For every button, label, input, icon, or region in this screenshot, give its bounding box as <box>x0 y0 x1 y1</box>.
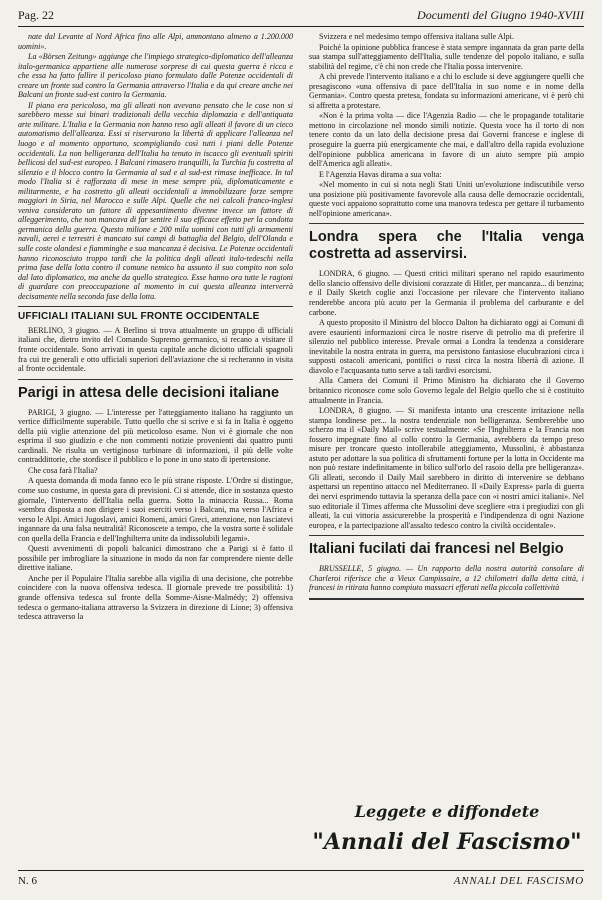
paragraph: A chi prevede l'intervento italiano e a chi lo esclude si deve aggiungere quelli che presagiscono «una offensiva di pace dell'Italia in suo nome e in nome della Germania». Contro questa pretesa, fondata su informazioni americane, vi è però chi si affretta a protestare. <box>309 72 584 110</box>
paragraph: LONDRA, 8 giugno. — Si manifesta intanto una crescente irritazione nella stampa londinese per... la nostra tendenziale non belligeranza. Sembrerebbe uno scherzo ma il «Daily Mail» scrive testualmente: «Se l'Inghilterra e la Francia non fossero impegnate fino al collo contro la Germania, avrebbero da tempo preso misure per troncare questo intollerabile atteggiamento, Mussolini, è abbastanza astuto per adottare la sua politica di sfruttamenti fortune per la lotta in Occidente ma non può restare indefinitamente in bilico sull'orlo del rasoio della pre belligeranza». Gli alleati, secondo il Daily Mail sarebbero in diritto di intervenire se debbano aspettarsi un repentino attacco nel Mediterraneo. Il «Daily Express» parla di guerra dei nervi esprimendo tuttavia la speranza della pace con «i nostri amici italiani». Nel suo editoriale il Times afferma che Mussolini deve scegliere «tra i pregiudizi con gli alleati, la cui vittoria assicurerebbe la prosperità e l'indipendenza di ogni Nazione europea, e la partecipazione all'assalto tedesco contro la civiltà occidentale». <box>309 406 584 530</box>
paragraph: Alla Camera dei Comuni il Primo Ministro ha dichiarato che il Governo britannico riconosce come solo Governo legale del Belgio quello che si è costituito attualmente in Francia. <box>309 376 584 405</box>
paragraph: Che cosa farà l'Italia? <box>28 465 98 475</box>
paragraph: A questo proposito il Ministro del blocco Dalton ha dichiarato oggi ai Comuni di avere esaurienti informazioni circa le nostre riserve di petrolio ma di preferire il silenzio nel pubblico interesse. Prevale ormai a Londra la tendenza a considerare inevitabile la nostra entrata in guerra, ma persistono fantasiose elucubrazioni circa i supposti ostacoli americani, pontifici o russi circa la nostra libertà di azione. Il diavolo e l'acquasanta tutto serve a tali tardivi esorcismi. <box>309 318 584 375</box>
running-title: Documenti del Giugno 1940-XVIII <box>417 8 584 22</box>
left-column <box>18 32 293 623</box>
divider <box>309 598 584 600</box>
paragraph: A questa domanda di moda fanno eco le più strane risposte. L'Ordre si distingue, come suo costume, in questa gara di previsioni. Ci si attende, dice in sostanza questo giornale, l'intervento dell'Italia nella guerra. Sotto la minaccia Russa... Roma «sembra disposta a non dirigere i suoi eserciti verso i Balcani, ma verso l'Africa e verso le Alpi. Amici Jugoslavi, amici Romeni, amici Greci, attenzione, non lasciatevi ingannare da una falsa neutralità! Riconoscete a tempo, che la vostra sorte è solidale con quella della Francia e dell'Inghilterra unite da indissolubili legami». <box>18 476 293 543</box>
advert-line-2: "Annali del Fascismo" <box>312 829 582 855</box>
page-footer <box>18 870 584 891</box>
paragraph: Il piano era pericoloso, ma gli alleati non avevano pensato che le cose non si sarebbero messe sui binari tradizionali della vecchia diplomazia e dell'antiquata arte militare. L'Italia e la Germania non hanno reso agli alleati il favore di un cieco automatismo dell'alleanza. Essi si riservarono la libertà di applicare l'alleanza nel luogo e al momento opportuno, scompigliando così tutti i piani delle Potenze occidentali. La non belligeranza dell'Italia ha tenuto in iscacco gli eventuali spiriti bellicosi del sud-est europeo. I Balcani rimasero tranquilli, la Turchia fu costretta al silenzio e il blocco contro la Germania al sud e al sud-est rimase inefficace. In tal modo l'Italia si è rafforzata di mese in mese sempre più, diplomaticamente e militarmente, e ha costretto gli alleati occidentali a immobilizzare forze sempre maggiori in Siria, nel Marocco e sulle Alpi. Quelle che nei calcoli franco-inglesi veniva considerato un fattore di appesantimento divenne invece un fattore di alleggerimento, che non mancava di far sentire il suo efficace effetto per la condotta germanica della guerra. Questo milione e 200 mila uomini con tutti gli armamenti navali, aerei e terrestri è mancato sui campi di battaglia del Belgio, dell'Olanda e sulle coste olandesi e fiamminghe e sua mancanza è decisiva. Le Potenze occidentali hanno riconosciuto troppo tardi che la politica degli alleati italo-tedeschi nella prima fase della lotta contro il comune nemico ha assunto il suo compito non solo dal lato diplomatico, ma anche da quello strategico. Esse hanno ora tutte le ragioni di guardare con preoccupazione al momento in cui questa alleanza interverrà decisamente nella seconda fase della lotta. <box>18 100 293 301</box>
page-header <box>18 6 584 27</box>
advertisement <box>310 798 584 866</box>
paragraph: Questi avvenimenti di popoli balcanici dimostrano che a Parigi si è fatto il possibile per imbrogliare la situazione in modo da non far comprendere niente delle direttive italiane. <box>18 544 293 573</box>
right-column <box>309 32 584 605</box>
paragraph: E l'Agenzia Havas dirama a sua volta: <box>319 169 442 179</box>
divider <box>309 535 584 536</box>
paragraph: BERLINO, 3 giugno. — A Berlino si trova attualmente un gruppo di ufficiali italiani che, dietro invito del Comando Supremo germanico, si recano a visitare il fronte occidentale. Sono arrivati in questa capitale anche diciotto ufficiali spagnoli fra cui tre generali e otto ufficiali superiori dell'aviazione che si recheranno in visita al fronte occidentale. <box>18 325 293 374</box>
advert-line-1: Leggete e diffondete <box>354 802 540 821</box>
page <box>18 6 584 894</box>
divider <box>309 223 584 224</box>
divider <box>18 379 293 380</box>
section-heading-londra: Londra spera che l'Italia venga costretta ad asservirsi. <box>309 229 584 263</box>
divider <box>18 306 293 307</box>
section-heading-ufficiali: UFFICIALI ITALIANI SUL FRONTE OCCIDENTALE <box>18 311 260 323</box>
section-heading-belgio: Italiani fucilati dai francesi nel Belgio <box>309 541 564 558</box>
paragraph: BRUSSELLE, 5 giugno. — Un rapporto della nostra autorità consolare di Charleroi riferisce che a Vieux Campissaire, a 12 chilometri dalla detta città, i francesi in ritirata hanno compiuto massacri efferati nella piccola collettività <box>309 564 584 593</box>
paragraph: La «Börsen Zeitung» aggiunge che l'impiego strategico-diplomatico dell'alleanza italo-germanica appartiene alle numerose sorprese di cui questa guerra è ricca e che essa ha fatto fallire il pericoloso piano formulato dalle Potenze occidentali di creare un fronte sud contro la Germania attraverso l'Italia e da qui creare anche nei Balcani un fronte sud-est contro la Germania. <box>18 52 293 100</box>
paragraph: Svizzera e nel medesimo tempo offensiva italiana sulle Alpi. <box>319 32 514 41</box>
paragraph: nate dal Levante al Nord Africa fino alle Alpi, ammontano almeno a 1.200.000 uomini». <box>18 32 293 51</box>
publication-name: ANNALI DEL FASCISMO <box>453 875 584 887</box>
paragraph: «Non è la prima volta — dice l'Agenzia Radio — che le propagande totalitarie mettono in circolazione nel mondo simili notizie. Questa voce ha il torto di non tenere conto da un lato della decisione presa dai Governi francese e inglese di proseguire la guerra più energicamente che mai, e dall'altro della rapida evoluzione dell'opinione pubblica americana in favore di un aiuto sempre più ampio dell'America agli alleati». <box>309 111 584 169</box>
paragraph: Anche per il Populaire l'Italia sarebbe alla vigilia di una decisione, che potrebbe coincidere con la nuova offensiva tedesca. Il giornale prevede tre possibilità: 1) grande offensiva tedesca sul fronte della Somme-Aisne-Malmédy; 2) offensiva tedesca o germano-italiana attraverso la Svizzera in direzione di Lione; 3) offensiva tedesca attraverso la <box>18 573 293 622</box>
section-heading-parigi: Parigi in attesa delle decisioni italiane <box>18 384 280 401</box>
page-number: Pag. 22 <box>18 8 54 22</box>
issue-number: N. 6 <box>18 875 37 887</box>
paragraph: LONDRA, 6 giugno. — Questi critici militari sperano nel rapido esaurimento dello slancio offensivo delle divisioni corazzate di Hitler, per mancanza... di benzina; e il Daily Sketch coglie anzi l'occasione per rilevare che l'intervento italiano renderebbe ancora più acuto per la Germania il problema del carburante e del carbone. <box>309 269 584 317</box>
paragraph: «Nel momento in cui si nota negli Stati Uniti un'evoluzione indiscutibile verso una posizione più positivamente favorevole alla causa delle democrazie occidentali, queste voci appaiono soprattutto come una manovra tedesca per gettare il turbamento nell'opinione americana». <box>309 180 584 218</box>
paragraph: Poiché la opinione pubblica francese è stata sempre ingannata da gran parte della sua stampa sull'atteggiamento dell'Italia, sulle tendenze del popolo italiano, e sulla stabilità del regime, c'è chi non crede che l'Italia possa intervenire. <box>309 42 584 71</box>
paragraph: PARIGI, 3 giugno. — L'interesse per l'atteggiamento italiano ha raggiunto un vertice difficilmente superabile. Tutto quello che si scrive e si fa in Italia è oggetto della più viglie attenzione del più meticoloso esame. Non vi è giornale che non esprima il suo giudizio e che non commenti notizie provenienti dai quattro punti cardinali. Ne risulta un vertiginoso turbinare di informazioni, il più delle volte contraddittorie, che stordisce il pubblico e lo pone in uno stato di ipertensione. <box>18 407 293 465</box>
